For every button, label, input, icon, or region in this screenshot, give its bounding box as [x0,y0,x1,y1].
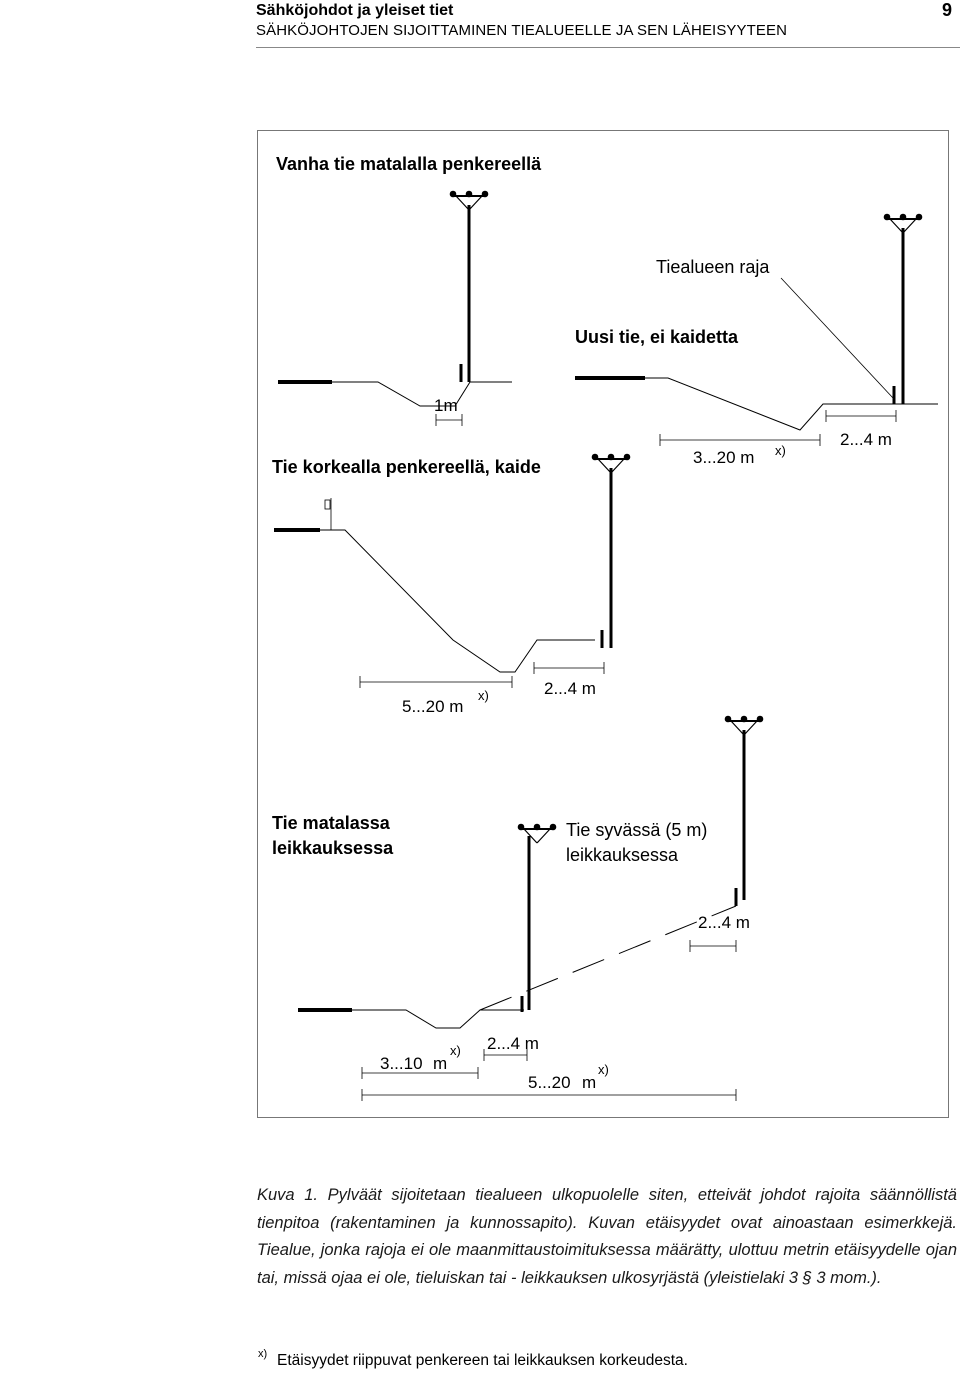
dim-note-3-20: x) [775,443,786,458]
label-new-road: Uusi tie, ei kaidetta [575,327,739,347]
footnote-marker: x) [258,1348,268,1360]
figure-frame [258,131,949,1118]
dim-label-1m: 1m [434,396,458,415]
caption-label: Kuva 1. [257,1186,319,1204]
page-header-title: Sähköjohdot ja yleiset tiet [256,2,454,19]
dim-label-2-4-bottom: 2...4 m [487,1034,539,1053]
label-road-area-boundary: Tiealueen raja [656,257,770,277]
label-deep-cut-2: leikkauksessa [566,845,679,865]
dim-label-3-20: 3...20 m [693,448,755,467]
dim-label-5-20: 5...20 m [402,697,464,716]
dim-unit-3-10: m [433,1054,448,1073]
label-deep-cut-1: Tie syvässä (5 m) [566,820,708,840]
label-shallow-cut-2: leikkauksessa [272,838,394,858]
dim-unit-5-20b: m [582,1073,597,1092]
low-embankment-section [278,191,512,426]
dim-label-2-4-right: 2...4 m [698,913,750,932]
dim-label-5-20b: 5...20 [528,1073,571,1092]
dim-label-2-4-top: 2...4 m [840,430,892,449]
dim-note-5-20: x) [478,688,489,703]
dim-note-5-20b: x) [598,1062,609,1077]
figure-caption [257,1182,957,1292]
footnote-text: Etäisyydet riippuvat penkereen tai leikkauksen korkeudesta. [277,1352,688,1369]
shallow-cut-section [298,824,736,1101]
label-high-embankment: Tie korkealla penkereellä, kaide [272,457,541,477]
page-number: 9 [941,0,952,20]
high-embankment-section [274,454,630,688]
dim-note-3-10: x) [450,1043,461,1058]
label-shallow-cut-1: Tie matalassa [272,813,390,833]
dim-label-3-10: 3...10 [380,1054,423,1073]
dim-label-2-4-mid: 2...4 m [544,679,596,698]
page-header-subtitle: SÄHKÖJOHTOJEN SIJOITTAMINEN TIEALUEELLE JA SEN LÄHEISYYTEEN [256,22,788,39]
label-low-embankment: Vanha tie matalalla penkereellä [276,154,542,174]
caption-text: Pylväät sijoitetaan tiealueen ulkopuolelle siten, etteivät johdot rajoita säännöllistä tienpitoa (rakentaminen ja kunnossapito). Kuvan etäisyydet ovat ainoastaan esimerkkejä. Tiealue, jonka rajoja ei ole maanmittaustoimituksessa määrätty, ulottuu metrin etäisyydelle ojan tai, missä ojaa ei ole, tieluiskan tai - leikkauksen ulkosyrjästä (yleistielaki 3 § 3 mom.). [257,1186,957,1287]
